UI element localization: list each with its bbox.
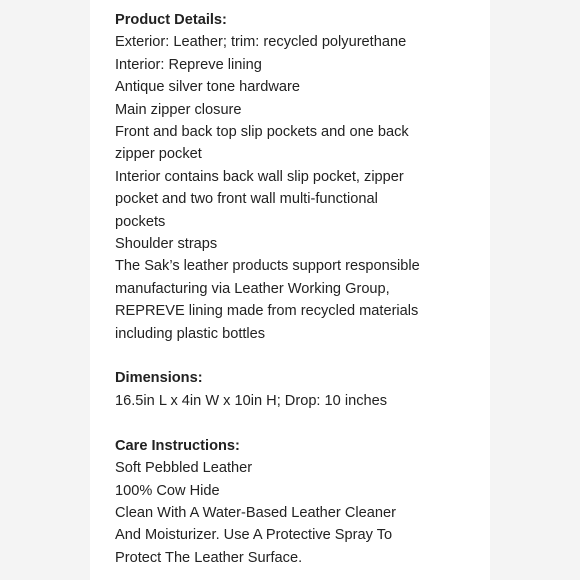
care-instructions-heading: Care Instructions:	[115, 437, 240, 454]
product-details-line: REPREVE lining made from recycled materials	[115, 303, 419, 320]
product-details-line: Main zipper closure	[115, 101, 242, 118]
dimensions-line: 16.5in L x 4in W x 10in H; Drop: 10 inches	[115, 392, 388, 409]
care-instructions-section	[115, 435, 490, 569]
product-details-line: manufacturing via Leather Working Group,	[115, 280, 390, 297]
product-description-panel	[90, 0, 490, 580]
dimensions-heading: Dimensions:	[115, 370, 203, 387]
product-details-line: including plastic bottles	[115, 325, 266, 342]
section-spacer	[115, 412, 490, 434]
care-instructions-line: 100% Cow Hide	[115, 482, 220, 499]
product-details-line: Shoulder straps	[115, 236, 218, 253]
section-spacer	[115, 345, 490, 367]
product-details-line: Front and back top slip pockets and one back	[115, 124, 409, 141]
care-instructions-line: Protect The Leather Surface.	[115, 549, 303, 566]
product-details-line: The Sak’s leather products support responsible	[115, 258, 420, 275]
dimensions-section	[115, 367, 490, 412]
product-details-heading: Product Details:	[115, 12, 227, 28]
product-details-line: pocket and two front wall multi-functional	[115, 191, 378, 208]
product-details-section	[115, 9, 490, 345]
product-details-line: zipper pocket	[115, 146, 202, 163]
product-details-line: Interior contains back wall slip pocket, zipper	[115, 168, 404, 185]
product-details-line: Interior: Repreve lining	[115, 56, 262, 73]
care-instructions-line: Soft Pebbled Leather	[115, 460, 253, 477]
care-instructions-line: Clean With A Water-Based Leather Cleaner	[115, 504, 396, 521]
care-instructions-line: And Moisturizer. Use A Protective Spray To	[115, 527, 393, 544]
product-details-line: Exterior: Leather; trim: recycled polyurethane	[115, 34, 407, 51]
product-details-line: Antique silver tone hardware	[115, 79, 300, 96]
product-details-line: pockets	[115, 213, 166, 230]
